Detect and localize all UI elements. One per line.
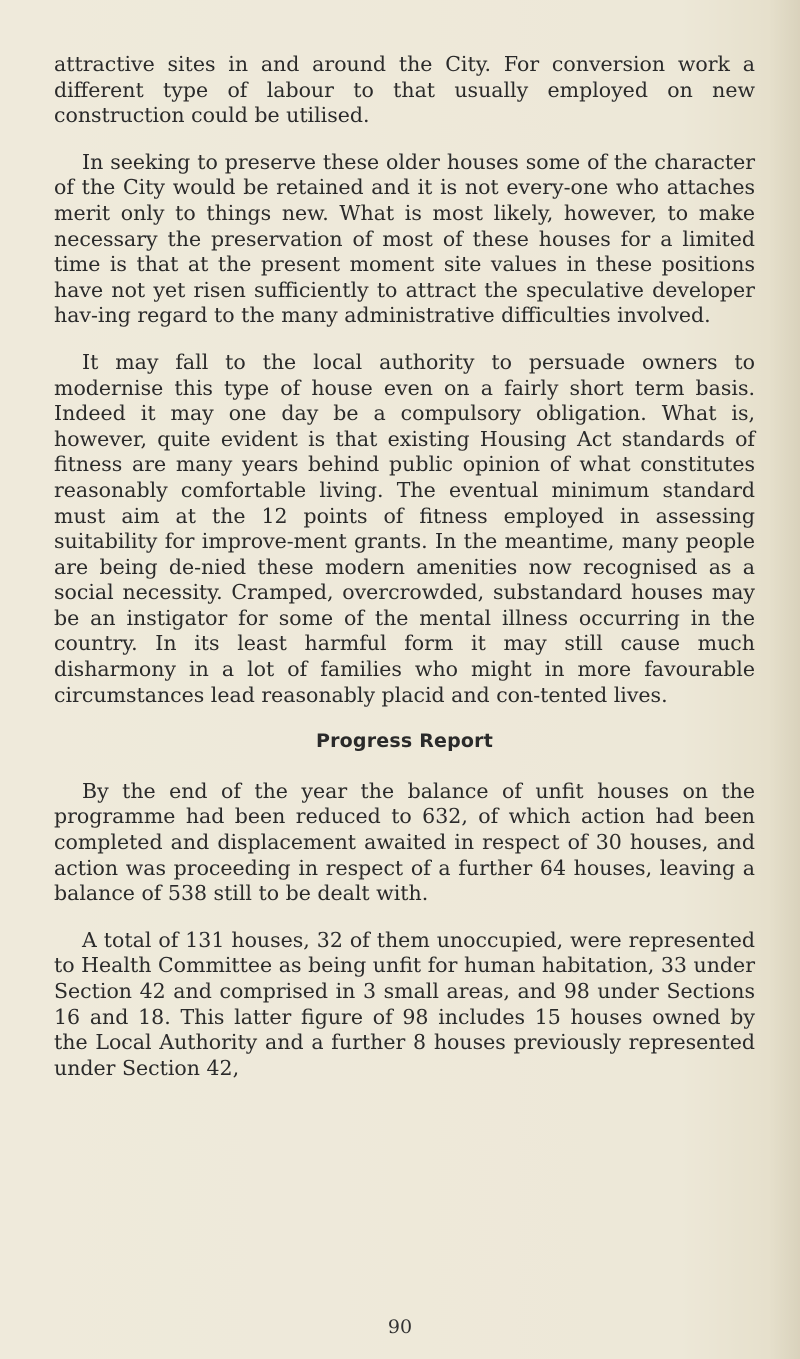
paragraph-total-houses: A total of 131 houses, 32 of them unoccupied, were represented to Health Committee as being unfit for human habitation, 33 under Section 42 and comprised in 3 small areas, and 98 under Sections 16 and 18. This latter figure of 98 includes 15 houses owned by the Local Authority and a further 8 houses previously represented under Section 42, xyxy=(54,927,755,1080)
paragraph-local-authority: It may fall to the local authority to persuade owners to modernise this type of house even on a fairly short term basis. Indeed it may one day be a compulsory obligation. What is, however, quite evident is that existing Housing Act standards of fitness are many years behind public opinion of what constitutes reasonably comfortable living. The eventual minimum standard must aim at the 12 points of fitness employed in assessing suitability for improve-ment grants. In the meantime, many people are being de-nied these modern amenities now recognised as a social necessity. Cramped, overcrowded, substandard houses may be an instigator for some of the mental illness occurring in the country. In its least harmful form it may still cause much disharmony in a lot of families who might in more favourable circumstances lead reasonably placid and con-tented lives. xyxy=(54,349,755,707)
paragraph-progress: By the end of the year the balance of unfit houses on the programme had been reduced to 632, of which action had been completed and displacement awaited in respect of 30 houses, and action was proceeding in respect of a further 64 houses, leaving a balance of 538 still to be dealt with. xyxy=(54,778,755,906)
body-text xyxy=(54,52,755,1102)
section-heading: Progress Report xyxy=(315,730,494,753)
paragraph-preserve-houses: In seeking to preserve these older houses some of the character of the City would be retained and it is not every-one who attaches merit only to things new. What is most likely, however, to make necessary the preservation of most of these houses for a limited time is that at the present moment site values in these positions have not yet risen sufficiently to attract the speculative developer hav-ing regard to the many administrative difficulties involved. xyxy=(54,149,755,328)
page-number: 90 xyxy=(387,1316,413,1338)
paragraph-continuation: attractive sites in and around the City. For conversion work a different type of labour to that usually employed on new construction could be utilised. xyxy=(54,52,755,128)
